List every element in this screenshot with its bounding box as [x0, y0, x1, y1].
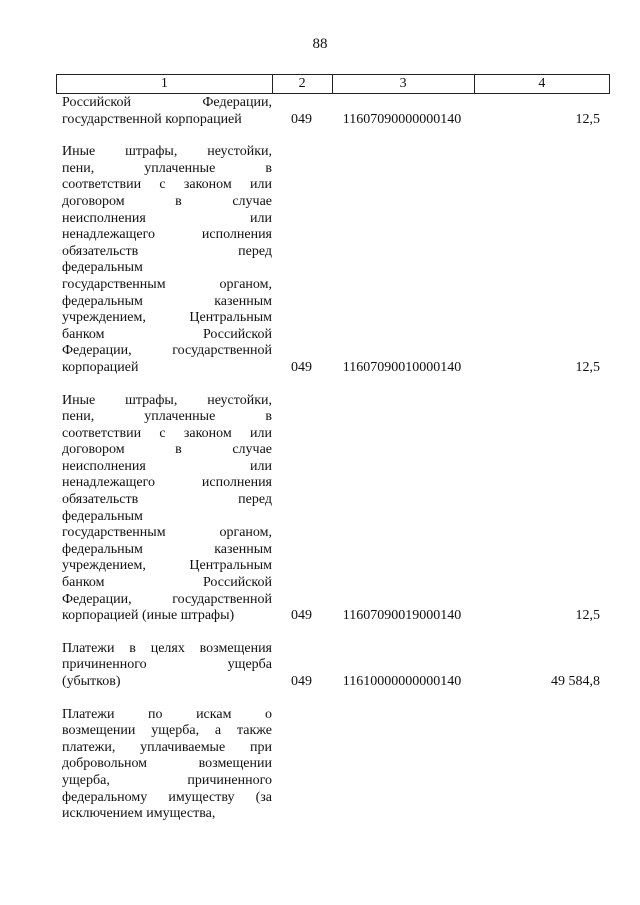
description-line: федеральным казенным — [62, 293, 272, 309]
description-line: платежи, уплачиваемые при — [62, 739, 272, 755]
description-line: ненадлежащего исполнения — [62, 475, 272, 491]
amount: 12,5 — [575, 608, 600, 624]
description-line: (убытков) — [62, 674, 121, 689]
row-description — [56, 393, 272, 625]
description-line: Федерации, государственной — [62, 591, 272, 607]
admin-code: 049 — [291, 111, 312, 127]
description-line: обязательств перед — [62, 243, 272, 259]
table-header — [56, 74, 610, 94]
page-number: 88 — [312, 36, 328, 52]
budget-code: 11607090010000140 — [342, 359, 462, 375]
table-row — [56, 95, 608, 128]
description-line: корпорацией (иные штрафы) — [62, 608, 235, 624]
admin-code: 049 — [291, 359, 312, 375]
description-line: возмещении ущерба, а также — [62, 723, 272, 739]
budget-code: 11610000000000140 — [342, 674, 462, 689]
description-line: государственным органом, — [62, 525, 272, 541]
table-row — [56, 707, 608, 823]
description-line: федеральным — [62, 508, 143, 524]
admin-code: 049 — [291, 608, 312, 624]
description-line: государственным органом, — [62, 276, 272, 292]
description-line: государственной корпорацией — [62, 111, 242, 127]
description-line: федеральным — [62, 260, 143, 276]
description-line: банком Российской — [62, 326, 272, 342]
table-body — [56, 95, 608, 823]
amount: 12,5 — [575, 359, 600, 375]
table-row — [56, 144, 608, 376]
amount: 49 584,8 — [551, 674, 600, 689]
budget-code: 11607090000000140 — [342, 111, 462, 127]
admin-code: 049 — [291, 674, 312, 689]
description-line: исключением имущества, — [62, 806, 216, 822]
header-col-3: 3 — [333, 75, 475, 93]
description-line: обязательств перед — [62, 492, 272, 508]
description-line: федеральным казенным — [62, 541, 272, 557]
description-line: договором в случае — [62, 442, 272, 458]
description-line: Платежи по искам о — [62, 706, 272, 722]
description-line: ненадлежащего исполнения — [62, 227, 272, 243]
header-col-4: 4 — [538, 76, 546, 91]
description-line: неисполнения или — [62, 210, 272, 226]
description-line: договором в случае — [62, 193, 272, 209]
description-line: причиненного ущерба — [62, 657, 272, 673]
description-line: неисполнения или — [62, 458, 272, 474]
row-description — [56, 95, 272, 128]
header-col-1: 1 — [57, 75, 273, 93]
row-description — [56, 144, 272, 376]
description-line: соответствии с законом или — [62, 177, 272, 193]
table-row — [56, 641, 608, 691]
description-line: Федерации, государственной — [62, 343, 272, 359]
budget-code: 11607090019000140 — [342, 608, 462, 624]
description-line: Российской Федерации, — [62, 95, 272, 110]
description-line: Иные штрафы, неустойки, — [62, 144, 272, 160]
row-description — [56, 641, 272, 691]
description-line: пени, уплаченные в — [62, 409, 272, 425]
description-line: учреждением, Центральным — [62, 310, 272, 326]
header-col-2: 2 — [273, 75, 333, 93]
description-line: учреждением, Центральным — [62, 558, 272, 574]
table-row — [56, 393, 608, 625]
description-line: пени, уплаченные в — [62, 160, 272, 176]
description-line: Платежи в целях возмещения — [62, 640, 272, 656]
description-line: ущерба, причиненного — [62, 772, 272, 788]
description-line: федеральному имуществу (за — [62, 789, 272, 805]
amount: 12,5 — [575, 111, 600, 127]
description-line: корпорацией — [62, 359, 139, 375]
description-line: Иные штрафы, неустойки, — [62, 392, 272, 408]
description-line: соответствии с законом или — [62, 425, 272, 441]
description-line: добровольном возмещении — [62, 756, 272, 772]
row-description — [56, 707, 272, 823]
description-line: банком Российской — [62, 575, 272, 591]
